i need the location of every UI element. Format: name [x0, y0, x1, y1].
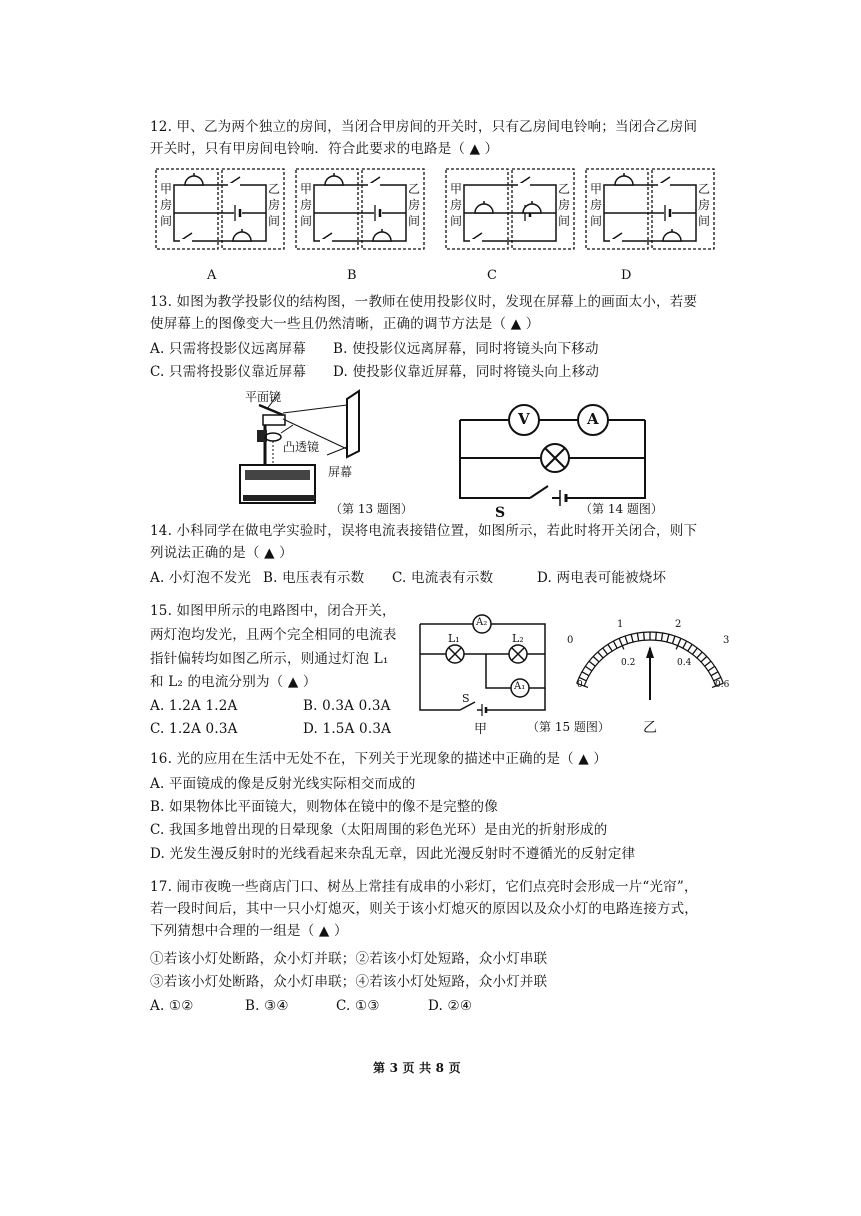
room-label-right: 乙 — [408, 182, 421, 196]
switch-gap — [320, 239, 332, 243]
dial-tick — [582, 672, 589, 676]
q13-option-d: D. 使投影仪靠近屏幕，同时将镜头向上移动 — [333, 364, 600, 380]
q15-ammeter-dial — [565, 615, 735, 705]
dial-tick — [608, 644, 612, 651]
dial-scale-label-inner: 0 — [577, 680, 583, 690]
room-label-left: 甲 — [160, 182, 173, 196]
q14-switch-label: S — [495, 505, 506, 521]
room-label-left: 房 — [450, 198, 463, 212]
bell-icon — [325, 176, 343, 185]
room-label-right: 房 — [408, 198, 421, 212]
room-label-left: 房 — [160, 198, 173, 212]
q17-option-c: C. ①③ — [336, 998, 380, 1014]
room-label-left: 房 — [590, 198, 603, 212]
q12-option-a-label: A — [207, 268, 217, 283]
q16-option-a: A. 平面镜成的像是反射光线实际相交而成的 — [150, 776, 416, 792]
bell-icon — [185, 176, 203, 185]
room-label-left: 间 — [160, 214, 173, 228]
q13-label-screen: 屏幕 — [328, 465, 353, 479]
dial-tick — [667, 634, 669, 642]
q14-option-a: A. 小灯泡不发光 — [150, 570, 252, 586]
q15-stem-line1: 15. 如图甲所示的电路图中，闭合开关， — [150, 603, 396, 619]
bell-icon — [373, 232, 391, 241]
switch-gap — [518, 183, 530, 187]
room-label-left: 间 — [590, 214, 603, 228]
q17-stem-line3: 下列猜想中合理的一组是（ ▲ ） — [150, 923, 348, 939]
q14-voltmeter-label: V — [518, 410, 530, 428]
room-label-right: 间 — [268, 214, 281, 228]
dial-tick — [637, 633, 638, 641]
room-label-left: 甲 — [450, 182, 463, 196]
q12-circuit-figures — [150, 165, 770, 265]
dial-tick — [705, 661, 711, 666]
page-footer: 第 3 页 共 8 页 — [373, 1061, 461, 1075]
dial-scale-label-outer: 3 — [723, 635, 730, 646]
dial-tick — [585, 666, 592, 670]
q17-guess-3-4: ③若该小灯处断路，众小灯串联；④若该小灯处短路，众小灯并联 — [150, 974, 548, 990]
q15-figure-caption: （第 15 题图） — [527, 720, 610, 734]
switch-gap — [610, 239, 622, 243]
dial-tick — [683, 641, 687, 648]
q15-fig-yi-label: 乙 — [643, 720, 657, 736]
q15-stem-line2: 两灯泡均发光，且两个完全相同的电流表 — [150, 627, 397, 643]
room-label-right: 房 — [558, 198, 571, 212]
dial-needle-tip — [646, 646, 654, 658]
q12-option-b-label: B — [347, 268, 357, 283]
switch-gap — [658, 183, 670, 187]
q17-option-b: B. ③④ — [245, 998, 289, 1014]
bell-icon — [475, 204, 493, 213]
dial-tick — [711, 672, 718, 676]
dial-tick — [701, 656, 707, 661]
room-label-right: 间 — [698, 214, 711, 228]
q15-option-a: A. 1.2A 1.2A — [150, 698, 238, 714]
q15-ammeter-a2-label: A₂ — [476, 617, 488, 628]
room-label-right: 间 — [558, 214, 571, 228]
room-label-left: 间 — [450, 214, 463, 228]
q17-stem-line2: 若一段时间后，其中一只小灯熄灭，则关于该小灯熄灭的原因以及众小灯的电路连接方式， — [150, 901, 698, 917]
dial-tick — [619, 638, 624, 649]
dial-tick — [656, 632, 657, 640]
bell-icon — [523, 204, 541, 213]
dial-tick — [692, 648, 697, 654]
dial-tick — [644, 632, 645, 640]
q13-option-b: B. 使投影仪远离屏幕，同时将镜头向下移动 — [333, 341, 599, 357]
room-label-left: 甲 — [590, 182, 603, 196]
dial-tick — [661, 633, 662, 641]
q15-stem-line3: 指针偏转均如图乙所示，则通过灯泡 L₁ — [150, 651, 389, 667]
dial-tick — [708, 666, 715, 670]
room-label-right: 乙 — [558, 182, 571, 196]
q16-option-c: C. 我国多地曾出现的日晕现象（太阳周围的彩色光环）是由光的折射形成的 — [150, 822, 608, 838]
q16-option-d: D. 光发生漫反射时的光线看起来杂乱无章，因此光漫反射时不遵循光的反射定律 — [150, 846, 636, 862]
q15-option-b: B. 0.3A 0.3A — [303, 698, 391, 714]
room-label-left: 甲 — [300, 182, 313, 196]
q12-stem-line2: 开关时，只有甲房间电铃响．符合此要求的电路是（ ▲ ） — [150, 141, 499, 157]
dial-scale-label-inner: 0.2 — [621, 658, 636, 668]
switch-gap — [368, 183, 380, 187]
switch-gap — [228, 183, 240, 187]
dial-tick — [672, 636, 675, 644]
dial-scale-label-inner: 0.4 — [677, 658, 692, 668]
q15-ammeter-a1-label: A₁ — [514, 681, 526, 692]
room-label-right: 间 — [408, 214, 421, 228]
q13-label-mirror: 平面镜 — [245, 390, 282, 404]
q15-stem-line4: 和 L₂ 的电流分别为（ ▲ ） — [150, 674, 317, 690]
q14-option-b: B. 电压表有示数 — [263, 570, 365, 586]
dial-tick — [603, 648, 608, 654]
q13-option-c: C. 只需将投影仪靠近屏幕 — [150, 364, 307, 380]
dial-scale-label-inner: 0.6 — [715, 680, 730, 690]
room-label-right: 乙 — [698, 182, 711, 196]
switch-gap — [470, 239, 482, 243]
q14-option-c: C. 电流表有示数 — [392, 570, 494, 586]
room-label-left: 间 — [300, 214, 313, 228]
q17-stem-line1: 17. 闹市夜晚一些商店门口、树丛上常挂有成串的小彩灯，它们点亮时会形成一片“光帘”， — [150, 879, 698, 895]
dial-scale-label-outer: 1 — [617, 619, 624, 630]
q14-option-d: D. 两电表可能被烧坏 — [537, 570, 667, 586]
q14-figure-caption: （第 14 题图） — [580, 502, 663, 516]
dial-tick — [589, 661, 595, 666]
dial-tick — [631, 634, 633, 642]
dial-scale-label-outer: 0 — [567, 635, 574, 646]
bell-icon — [233, 232, 251, 241]
q15-lamp-l2-label: L₂ — [512, 632, 524, 645]
q14-stem-line2: 列说法正确的是（ ▲ ） — [150, 545, 293, 561]
q13-stem-line2: 使屏幕上的图像变大一些且仍然清晰，正确的调节方法是（ ▲ ） — [150, 316, 540, 332]
q13-option-a: A. 只需将投影仪远离屏幕 — [150, 341, 306, 357]
q14-stem-line1: 14. 小科同学在做电学实验时，误将电流表接错位置，如图所示，若此时将开关闭合，则下 — [150, 523, 698, 539]
q15-option-c: C. 1.2A 0.3A — [150, 721, 238, 737]
room-label-right: 乙 — [268, 182, 281, 196]
dial-tick — [625, 636, 628, 644]
q12-option-d-label: D — [621, 268, 632, 283]
dial-tick — [593, 656, 599, 661]
dial-tick — [613, 641, 617, 648]
dial-tick — [676, 638, 681, 649]
bell-icon — [615, 176, 633, 185]
q17-option-d: D. ②④ — [428, 998, 473, 1014]
q16-stem: 16. 光的应用在生活中无处不在，下列关于光现象的描述中正确的是（ ▲ ） — [150, 751, 608, 767]
q13-stem-line1: 13. 如图为教学投影仪的结构图，一教师在使用投影仪时，发现在屏幕上的画面太小，若要 — [150, 294, 698, 310]
q15-circuit-figure — [420, 612, 560, 717]
q16-option-b: B. 如果物体比平面镜大，则物体在镜中的像不是完整的像 — [150, 799, 498, 815]
bell-icon — [663, 232, 681, 241]
q13-label-lens: 凸透镜 — [283, 440, 320, 454]
switch-gap — [180, 239, 192, 243]
q15-option-d: D. 1.5A 0.3A — [303, 721, 392, 737]
q12-stem-line1: 12. 甲、乙为两个独立的房间，当闭合甲房间的开关时，只有乙房间电铃响；当闭合乙房间 — [150, 119, 698, 135]
dial-tick — [697, 652, 702, 658]
q15-lamp-l1-label: L₁ — [448, 632, 460, 645]
dial-scale-label-outer: 2 — [675, 619, 682, 630]
dial-tick — [688, 644, 692, 651]
q14-circuit-figure — [460, 398, 660, 508]
q15-fig-jia-label: 甲 — [474, 722, 488, 737]
q12-option-c-label: C — [487, 268, 497, 283]
q14-ammeter-label: A — [587, 410, 599, 428]
room-label-right: 房 — [698, 198, 711, 212]
room-label-right: 房 — [268, 198, 281, 212]
room-label-left: 房 — [300, 198, 313, 212]
q15-switch-label: S — [462, 692, 470, 705]
dial-tick — [598, 652, 603, 658]
q17-option-a: A. ①② — [150, 998, 194, 1014]
q17-guess-1-2: ①若该小灯处断路，众小灯并联；②若该小灯处短路，众小灯串联 — [150, 951, 548, 967]
q13-figure-caption: （第 13 题图） — [330, 502, 413, 516]
